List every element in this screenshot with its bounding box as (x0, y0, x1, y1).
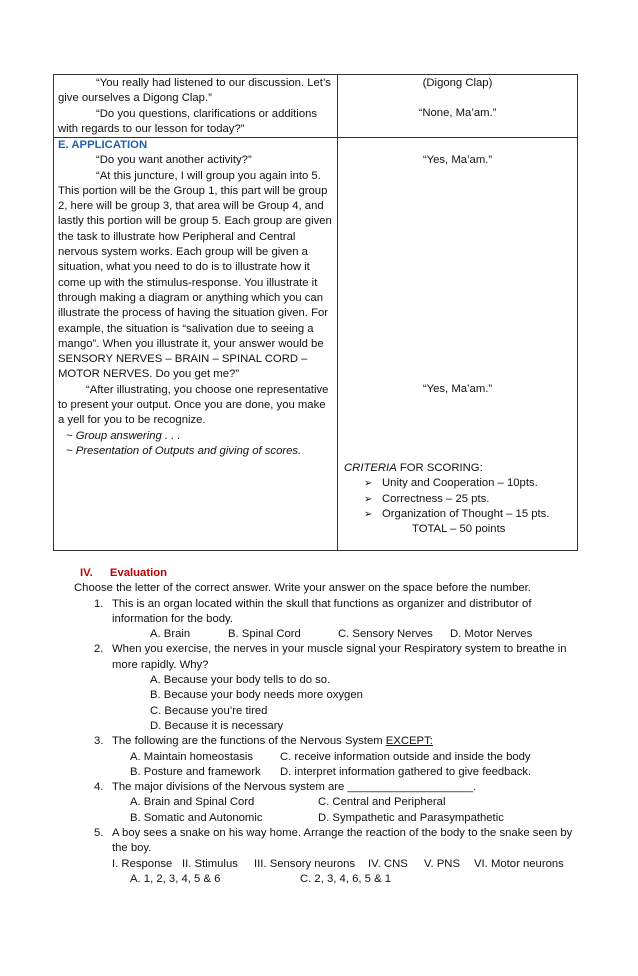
teacher-line: “At this juncture, I will group you again into 5. This portion will be the Group 1, this part will be group 2, here will be group 3, that area will be Group 4, and lastly this portion will be group 5. Each group are given the task to illustrate how Peripheral and Central nervous system works. Each group will be given a situation, what you need to do is to illustrate how it come up with the stimulus-response. You illustrate it through making a diagram or anything which you can illustrate the process of having the situation given. For example, the situation is “salivation due to seeing a mango”. When you illustrate it, your answer would be SENSORY NERVES – BRAIN – SPINAL CORD – MOTOR NERVES. Do you get me?” (58, 169, 332, 381)
teacher-line: “Do you want another activity?” (96, 154, 252, 167)
choices: A. Brain and Spinal Cord C. Central and Peripheral B. Somatic and Autonomic D. Sympathetic and Parasympathetic (130, 796, 504, 824)
criteria-total: TOTAL – 50 points (412, 523, 506, 536)
arrow-bullet-icon: ➢ (364, 478, 373, 490)
choices: A. Maintain homeostasis C. receive information outside and inside the body B. Posture and framework D. interpret information gathered to give feedback. (130, 750, 532, 778)
section-title: Evaluation (109, 567, 168, 579)
question-3: 3. The following are the functions of the Nervous System EXCEPT: A. Maintain homeostasis C. receive information outside and inside the body B. Posture and framework D. interpret information gathered to give feedback. (74, 734, 574, 780)
criteria-item: ➢ Organization of Thought – 15 pts. (364, 507, 574, 522)
activity-note: ~ Presentation of Outputs and giving of scores. (66, 444, 302, 457)
lesson-table (53, 74, 578, 551)
criteria-label: CRITERIA (344, 462, 397, 474)
application-cell (58, 138, 332, 459)
evaluation-heading (74, 566, 574, 581)
section-numeral: IV. (80, 567, 93, 579)
student-line: “None, Ma’am.” (418, 107, 497, 120)
scoring-criteria (344, 461, 574, 537)
arrow-bullet-icon: ➢ (364, 493, 373, 505)
criteria-item: ➢ Correctness – 25 pts. (364, 492, 574, 507)
student-closing-cell (338, 76, 577, 122)
question-5: 5. A boy sees a snake on his way home. Arrange the reaction of the body to the snake seen by the boy. I. Response II. Stimulus III. Sensory neurons IV. CNS V. PNS VI. Motor neurons A. 1, 2, 3, 4, 5 & 6 C. 2, 3, 4, 6, 5 & 1 (74, 826, 574, 887)
student-response: “Yes, Ma’am.” (422, 383, 493, 395)
teacher-line: “You really had listened to our discussion. Let’s give ourselves a Digong Clap.” (58, 77, 331, 105)
choices: A. Brain B. Spinal Cord C. Sensory Nerves D. Motor Nerves (150, 628, 533, 641)
student-response: “Yes, Ma’am.” (422, 154, 493, 166)
question-2: 2. When you exercise, the nerves in your muscle signal your Respiratory system to breathe in more rapidly. Why? A. Because your body tells to do so. B. Because your body needs more oxygen C. Because you’re tired D. Because it is necessary (74, 642, 574, 734)
evaluation-section (74, 566, 574, 887)
question-4: 4. The major divisions of the Nervous system are ____________________. A. Brain and Spinal Cord C. Central and Peripheral B. Somatic and Autonomic D. Sympathetic and Parasympathetic (74, 780, 574, 826)
arrangement-items: I. Response II. Stimulus III. Sensory neurons IV. CNS V. PNS VI. Motor neurons (112, 857, 564, 870)
teacher-line: “Do you questions, clarifications or additions with regards to our lesson for today?” (58, 107, 318, 135)
student-line: (Digong Clap) (422, 77, 493, 89)
criteria-suffix: FOR SCORING: (396, 462, 483, 474)
question-1: 1. This is an organ located within the skull that functions as organizer and distributor of information for the body. A. Brain B. Spinal Cord C. Sensory Nerves D. Motor Nerves (74, 597, 574, 643)
teacher-line: “After illustrating, you choose one representative to present your output. Once you are done, you make a yell for you to be recognize. (58, 383, 329, 427)
criteria-item: ➢ Unity and Cooperation – 10pts. (364, 476, 574, 491)
teacher-closing-cell (58, 76, 332, 137)
choices: A. 1, 2, 3, 4, 5 & 6 C. 2, 3, 4, 6, 5 & 1 (130, 872, 392, 885)
instruction: Choose the letter of the correct answer. Write your answer on the space before the number. (74, 582, 531, 595)
arrow-bullet-icon: ➢ (364, 508, 373, 520)
section-title: E. APPLICATION (58, 139, 148, 151)
column-divider (337, 75, 338, 550)
activity-note: ~ Group answering . . . (66, 429, 181, 442)
choices: A. Because your body tells to do so. B. Because your body needs more oxygen C. Because you’re tired D. Because it is necessary (150, 674, 363, 732)
